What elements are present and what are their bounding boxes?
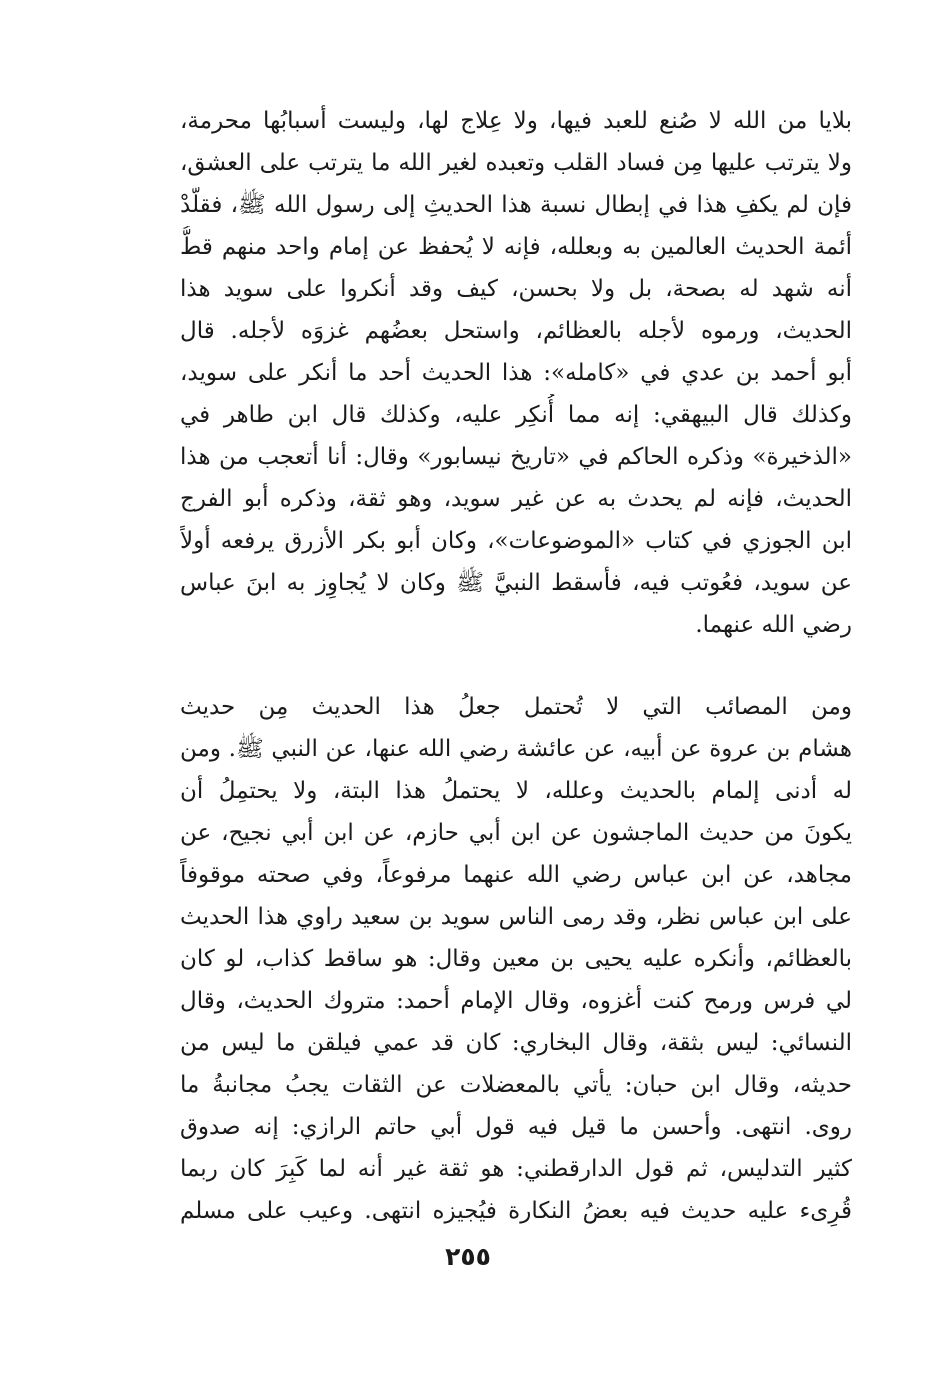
text-line: أبو أحمد بن عدي في «كامله»: هذا الحديث أحد ما أنكر على سويد، [180,360,852,386]
text-line: روى. انتهى. وأحسن ما قيل فيه قول أبي حاتم الرازي: إنه صدوق [180,1114,852,1140]
paragraph-1 [180,100,852,646]
text-line: ولا يترتب عليها مِن فساد القلب وتعبده لغير الله ما يترتب على العشق، [180,150,852,176]
text-line: الحديث، فإنه لم يحدث به عن غير سويد، وهو ثقة، وذكره أبو الفرج [180,486,852,512]
text-line: بالعظائم، وأنكره عليه يحيى بن معين وقال: هو ساقط كذاب، لو كان [180,946,852,972]
text-line: على ابن عباس نظر، وقد رمى الناس سويد بن سعيد راوي هذا الحديث [180,904,852,930]
page-number: ٢٥٥ [445,1242,491,1271]
text-line: فإن لم يكفِ هذا في إبطال نسبة هذا الحديثِ إلى رسول الله ﷺ، فقلّدْ [180,192,852,218]
text-line: لي فرس ورمح كنت أغزوه، وقال الإمام أحمد: متروك الحديث، وقال [180,988,852,1014]
text-line: عن سويد، فعُوتب فيه، فأسقط النبيَّ ﷺ وكان لا يُجاوِز به ابنَ عباس [180,570,852,596]
text-line: مجاهد، عن ابن عباس رضي الله عنهما مرفوعاً، وفي صحته موقوفاً [180,862,852,888]
text-line: «الذخيرة» وذكره الحاكم في «تاريخ نيسابور» وقال: أنا أتعجب من هذا [180,444,852,470]
text-line: كثير التدليس، ثم قول الدارقطني: هو ثقة غير أنه لما كَبِرَ كان ربما [180,1156,852,1182]
text-line: ومن المصائب التي لا تُحتمل جعلُ هذا الحديث مِن حديث [180,694,852,720]
text-line: له أدنى إلمام بالحديث وعلله، لا يحتملُ هذا البتة، ولا يحتمِلُ أن [180,778,852,804]
text-line: ابن الجوزي في كتاب «الموضوعات»، وكان أبو بكر الأزرق يرفعه أولاً [180,528,852,554]
text-line: أنه شهد له بصحة، بل ولا بحسن، كيف وقد أنكروا على سويد هذا [180,276,852,302]
text-line: وكذلك قال البيهقي: إنه مما أُنكِر عليه، وكذلك قال ابن طاهر في [180,402,852,428]
text-line: حديثه، وقال ابن حبان: يأتي بالمعضلات عن الثقات يجبُ مجانبةُ ما [180,1072,852,1098]
text-line: قُرِىء عليه حديث فيه بعضُ النكارة فيُجيزه انتهى. وعيب على مسلم [180,1198,852,1224]
paragraph-2 [180,686,852,1232]
text-line: بلايا من الله لا صُنع للعبد فيها، ولا عِلاج لها، وليست أسبابُها محرمة، [180,108,852,134]
text-line: يكونَ من حديث الماجشون عن ابن أبي حازم، عن ابن أبي نجيح، عن [180,820,852,846]
text-line: النسائي: ليس بثقة، وقال البخاري: كان قد عمي فيلقن ما ليس من [180,1030,852,1056]
text-line: هشام بن عروة عن أبيه، عن عائشة رضي الله عنها، عن النبي ﷺ. ومن [180,736,852,762]
text-line: أئمة الحديث العالمين به وبعلله، فإنه لا يُحفظ عن إمام واحد منهم قطُّ [180,234,852,260]
text-line: الحديث، ورموه لأجله بالعظائم، واستحل بعضُهم غزوَه لأجله. قال [180,318,852,344]
text-line: رضي الله عنهما. [695,612,852,638]
